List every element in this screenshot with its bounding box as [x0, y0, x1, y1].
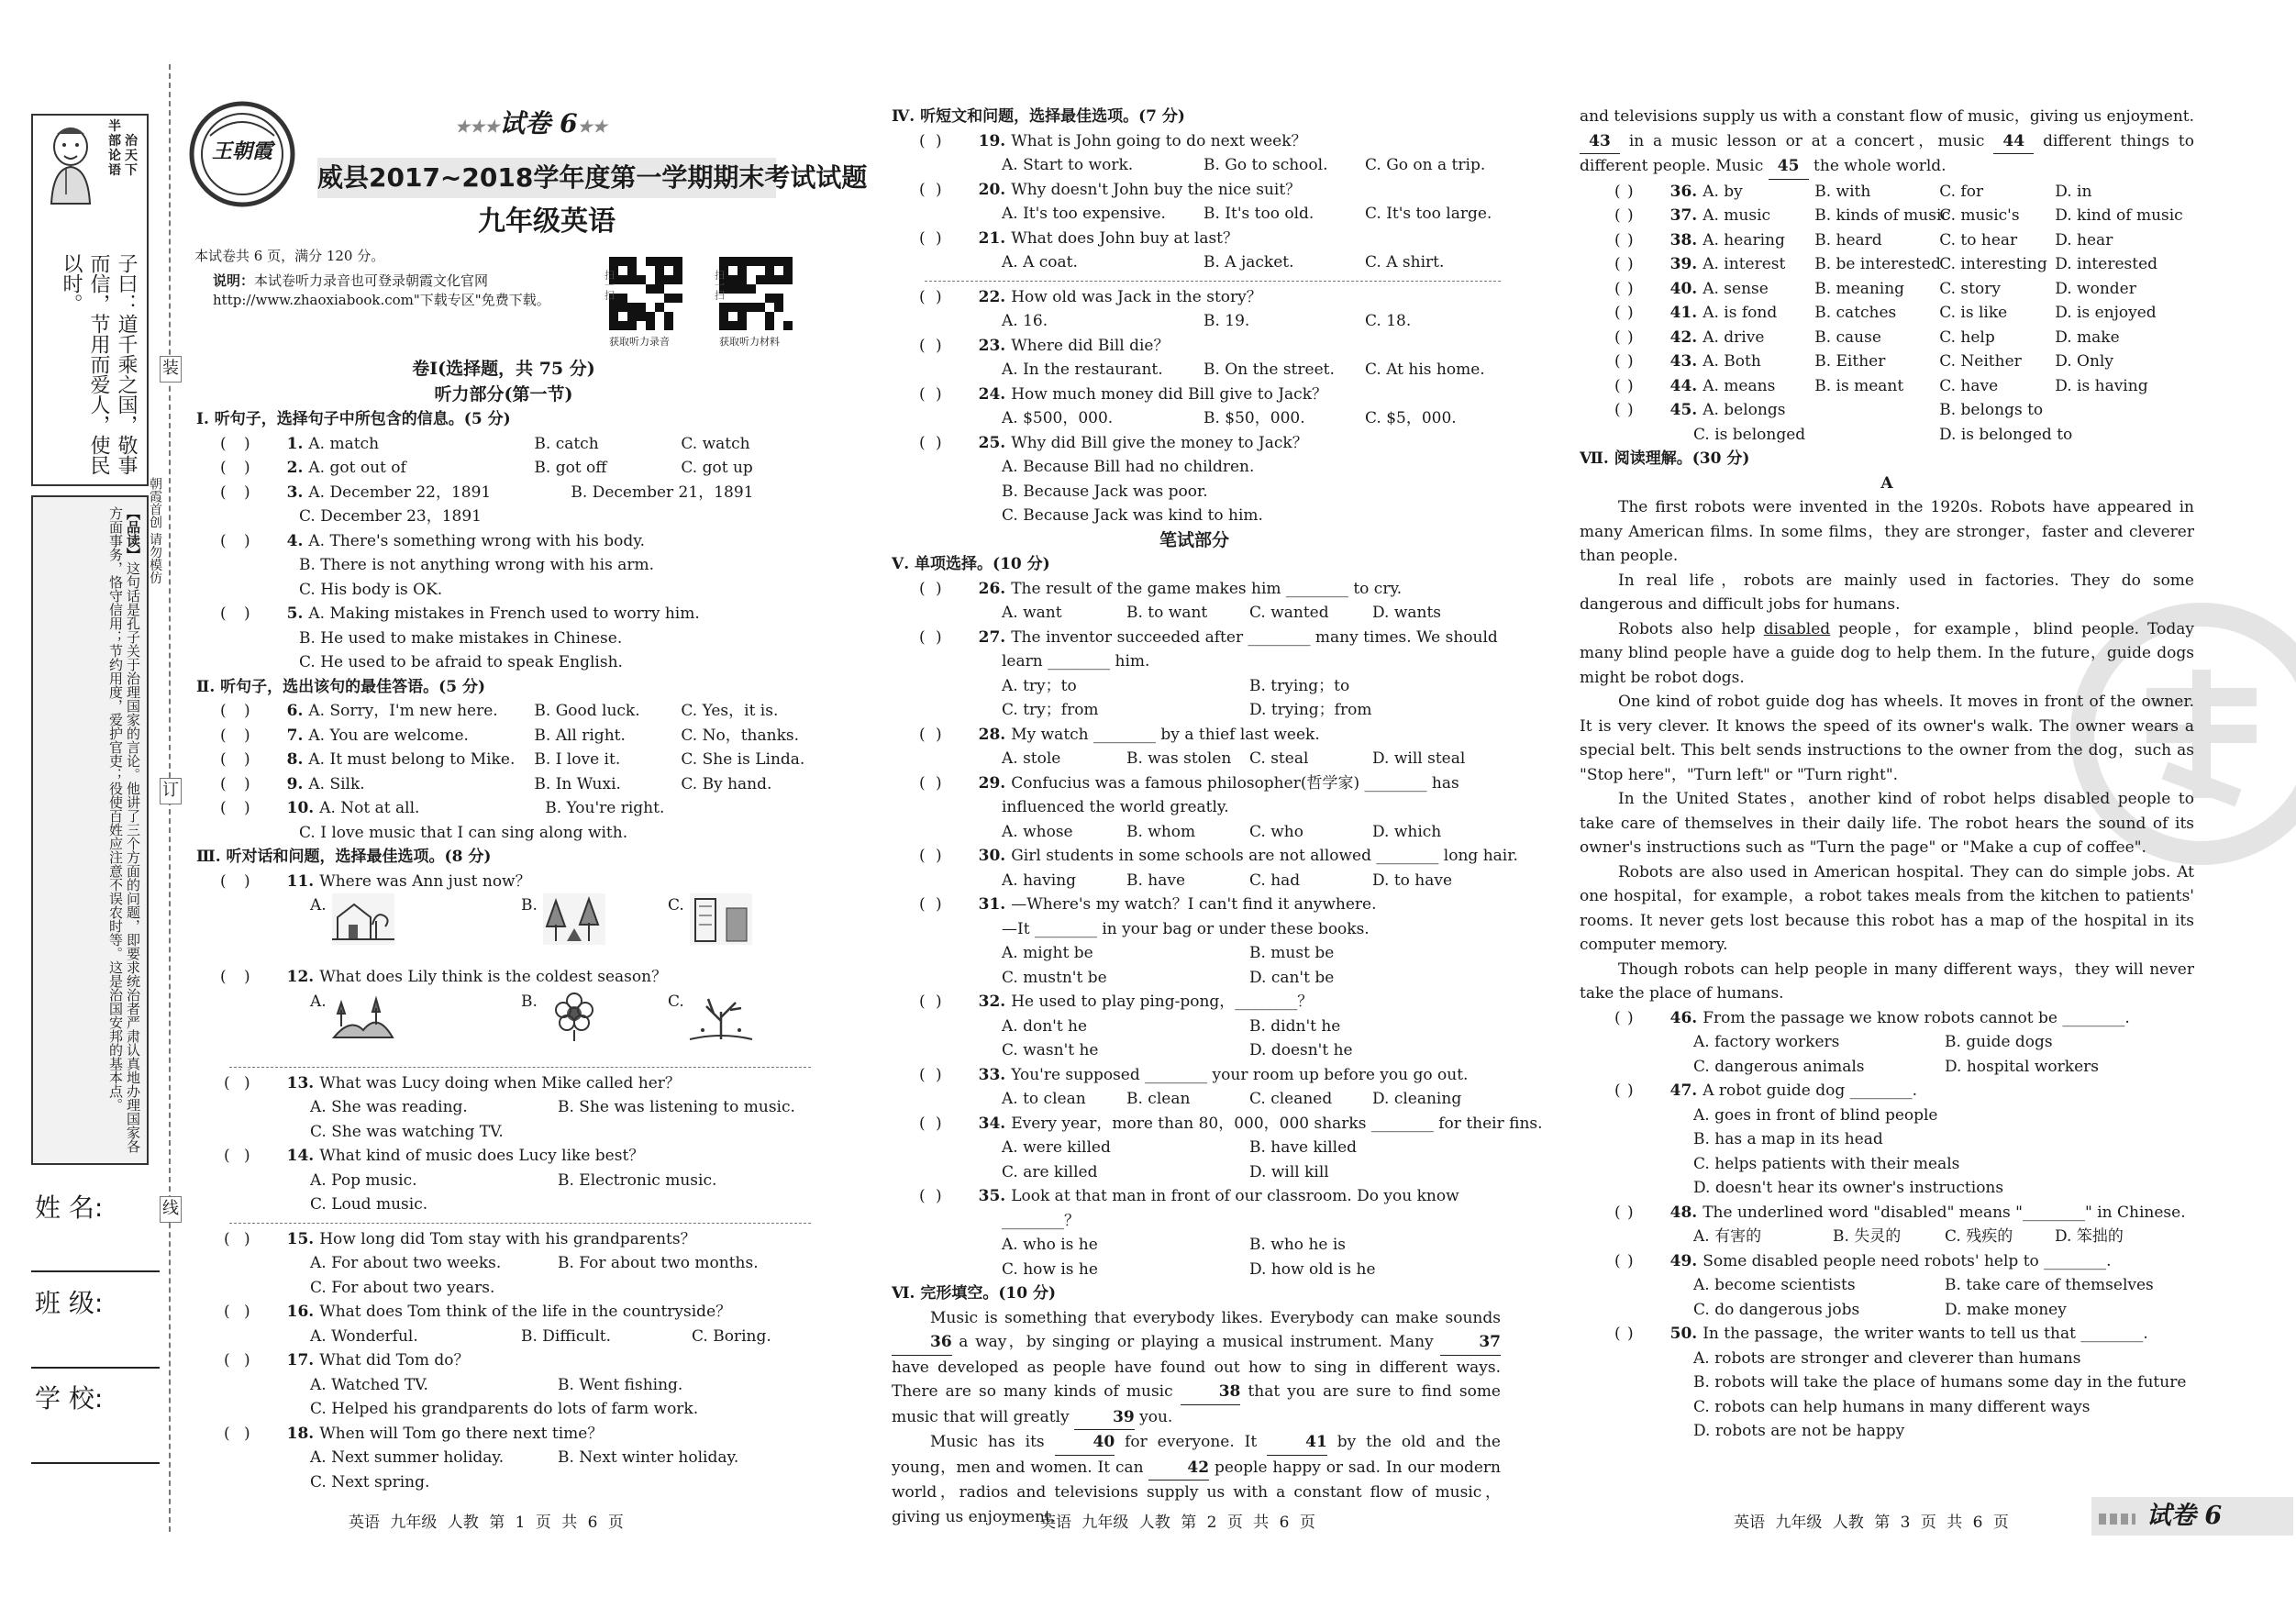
footer-page-3: 英语 九年级 人教 第 3 页 共 6 页	[1734, 1514, 2009, 1532]
section-3-title: Ⅲ. 听对话和问题，选择最佳选项。(8 分)	[196, 848, 492, 866]
section-7-title: Ⅶ. 阅读理解。(30 分)	[1580, 449, 1750, 468]
question-25-option-a: A. Because Bill had no children.	[1002, 458, 1255, 476]
passage-paragraph-1: The first robots were invented in the 1920s. Robots have appeared in many American films. In some films，they are stronger，faster and cleverer than people.	[1580, 498, 2194, 565]
question-15-option-c: C. For about two years.	[310, 1278, 495, 1297]
footer-page-1: 英语 九年级 人教 第 1 页 共 6 页	[349, 1514, 624, 1532]
question-6: ( ) 6. A. Sorry，I'm new here. B. Good luck. C. Yes，it is.	[220, 702, 779, 720]
bare-tree-picture-icon	[690, 990, 752, 1041]
question-35-options-2: C. how is he D. how old is he	[1002, 1259, 1376, 1279]
section-6-title: Ⅵ. 完形填空。(10 分)	[892, 1284, 1057, 1303]
sidebar-vertical-label: 半 部 论 语 治 天 下	[108, 119, 138, 178]
question-10-option-c: C. I love music that I can sing along with.	[299, 823, 628, 842]
question-31-options-2: C. mustn't be D. can't be	[1002, 968, 1335, 987]
paper-label: ★★★试卷 6★★	[455, 108, 607, 139]
sage-portrait-icon	[39, 121, 103, 205]
question-30: ( ) 30. Girl students in some schools are not allowed ________ long hair.	[919, 847, 1518, 865]
question-31-stem-2: —It ________ in your bag or under these books.	[1002, 919, 1370, 938]
section-5-title: Ⅴ. 单项选择。(10 分)	[892, 555, 1050, 573]
question-29-options: A. whose B. whom C. who D. which	[1002, 822, 1442, 841]
question-19-options: A. Start to work. B. Go to school. C. Go on a trip.	[1002, 156, 1486, 174]
passage-paragraph-5: In the United States，another kind of robot helps disabled people to take care of themselves in their daily life. The robot hears the sound of its owner's instructions such as "Turn the page" or "Make a cup of coffee".	[1580, 790, 2194, 857]
question-34-options-2: C. are killed D. will kill	[1002, 1162, 1329, 1181]
question-7: ( ) 7. A. You are welcome. B. All right. C. No，thanks.	[220, 726, 800, 745]
question-47-option-c: C. helps patients with their meals	[1693, 1154, 1960, 1173]
question-20: ( ) 20. Why doesn't John buy the nice suit？	[919, 180, 1302, 199]
cloze-options-39: ( ) 39. A. interest B. be interested C. interesting D. interested	[1614, 255, 2158, 273]
question-8: ( ) 8. A. It must belong to Mike. B. I love it. C. She is Linda.	[220, 750, 805, 769]
passage-paragraph-4: One kind of robot guide dog has wheels. It moves in front of the owner. It is very clever. It knows the speed of its owner's walk. The owner wears a special belt. This belt sends instructions to the owner from the dog，such as "Stop here"，"Turn left" or "Turn right".	[1580, 693, 2194, 784]
question-14-options: A. Pop music. B. Electronic music.	[310, 1170, 717, 1190]
question-16-options: A. Wonderful. B. Difficult. C. Boring.	[310, 1326, 771, 1346]
question-50-option-b: B. robots will take the place of humans some day in the future	[1693, 1373, 2187, 1392]
question-26-options: A. want B. to want C. wanted D. wants	[1002, 604, 1442, 622]
question-32-options-1: A. don't he B. didn't he	[1002, 1016, 1341, 1036]
cloze-options-40: ( ) 40. A. sense B. meaning C. story D. wonder	[1614, 279, 2136, 298]
cloze-paragraph-1: Music is something that everybody likes. Everybody can make sounds 36 a way，by singing or playing a musical instrument. Many 37 have developed as people have found out how to sing in different ways. There are so many kinds of music 38 that you are sure to find some music that will greatly 39 you.	[892, 1306, 1501, 1431]
question-47-option-a: A. goes in front of blind people	[1693, 1105, 1938, 1125]
passage-paragraph-2: In real life，robots are mainly used in factories. They do some dangerous and difficult jobs for humans.	[1580, 571, 2194, 614]
question-21-options: A. A coat. B. A jacket. C. A shirt.	[1002, 253, 1445, 272]
exam-note: 说明：本试卷听力录音也可登录朝霞文化官网http://www.zhaoxiabook.com"下载专区"免费下载。	[213, 272, 550, 308]
question-34: ( ) 34. Every year，more than 80，000，000 sharks ________ for their fins.	[919, 1114, 1543, 1133]
question-18: ( ) 18. When will Tom go there next time？	[224, 1424, 604, 1443]
question-5-option-c: C. He used to be afraid to speak English.	[299, 653, 623, 671]
passage-paragraph-6: Robots are also used in American hospital. They can do simple jobs. At one hospital，for example，a robot takes meals from the kitchen to patients' rooms. It never gets lost because this robot has a map of the hospital in its computer memory.	[1580, 862, 2194, 954]
cloze-options-43: ( ) 43. A. Both B. Either C. Neither D. Only	[1614, 352, 2113, 371]
column-3	[1580, 105, 2194, 1444]
cloze-options-45: ( ) 45. A. belongs B. belongs to	[1614, 401, 2044, 419]
pinddu-text: 【品读】这句话是孔子关于治理国家的言论。他讲了三个方面的问题，即要求统治者严肃认真地办理国家各方面事务，恪守信用；节约用度，爱护官吏；役使百姓应注意不误农时等。这是治国安邦的基本点。	[107, 506, 141, 1153]
question-23-options: A. In the restaurant. B. On the street. C. At his home.	[1002, 360, 1485, 379]
question-27-options-2: C. try；from D. trying；from	[1002, 701, 1372, 719]
question-13-options: A. She was reading. B. She was listening to music.	[310, 1098, 795, 1116]
question-15-options: A. For about two weeks. B. For about two months.	[310, 1254, 759, 1272]
question-29: ( ) 29. Confucius was a famous philosopher(哲学家) ________ has	[919, 773, 1459, 793]
question-13-option-c: C. She was watching TV.	[310, 1122, 504, 1141]
question-11: ( ) 11. Where was Ann just now？	[220, 871, 531, 891]
cloze-options-42: ( ) 42. A. drive B. cause C. help D. make	[1614, 327, 2120, 347]
question-4: ( ) 4. A. There's something wrong with his body.	[220, 531, 645, 550]
question-50: ( ) 50. In the passage，the writer wants to tell us that ________.	[1614, 1325, 2148, 1343]
question-27: ( ) 27. The inventor succeeded after ________ many times. We should	[919, 627, 1498, 647]
cloze-options-36: ( ) 36. A. by B. with C. for D. in	[1614, 182, 2092, 201]
question-28-options: A. stole B. was stolen C. steal D. will steal	[1002, 749, 1466, 768]
qr-scan-label-1: 扫一扫	[603, 270, 616, 300]
question-24: ( ) 24. How much money did Bill give to Jack？	[919, 384, 1327, 404]
exam-info: 本试卷共 6 页，满分 120 分。	[194, 248, 385, 264]
column-1	[196, 356, 811, 1494]
qr-material-label: 获取听力材料	[719, 336, 780, 348]
question-22-options: A. 16. B. 19. C. 18.	[1002, 312, 1412, 330]
question-49-options-1: A. become scientists B. take care of themselves	[1693, 1276, 2154, 1294]
question-11-options: A. B. C.	[196, 893, 811, 965]
question-34-options-1: A. were killed B. have killed	[1002, 1138, 1358, 1157]
question-20-options: A. It's too expensive. B. It's too old. C. It's too large.	[1002, 205, 1492, 223]
question-50-option-c: C. robots can help humans in many different ways	[1693, 1397, 2091, 1416]
question-33-options: A. to clean B. clean C. cleaned D. cleaning	[1002, 1090, 1462, 1108]
trees-picture-icon	[543, 893, 605, 945]
question-27-options-1: A. try；to B. trying；to	[1002, 676, 1350, 695]
margin-mark-2: 订	[160, 778, 182, 804]
question-47: ( ) 47. A robot guide dog ________.	[1614, 1081, 1918, 1100]
school-field[interactable]	[31, 1462, 160, 1464]
divider-dashed	[229, 1223, 811, 1224]
cloze-options-38: ( ) 38. A. hearing B. heard C. to hear D. hear	[1614, 230, 2113, 250]
question-17-options: A. Watched TV. B. Went fishing.	[310, 1375, 683, 1394]
cloze-paragraph-2-continued: and televisions supply us with a constant flow of music，giving us enjoyment. 43 in a music lesson or at a concert，music 44 different things to different people. Music 45 the whole world.	[1580, 105, 2194, 180]
footer-badge-label: 试卷 6	[2146, 1502, 2223, 1530]
question-1: ( ) 1. A. match B. catch C. watch	[220, 434, 750, 453]
question-16: ( ) 16. What does Tom think of the life in the countryside？	[224, 1303, 732, 1321]
margin-mark-1: 装	[160, 356, 182, 383]
house-picture-icon	[332, 893, 394, 945]
question-18-options: A. Next summer holiday. B. Next winter holiday.	[310, 1448, 739, 1467]
passage-paragraph-7: Though robots can help people in many different ways，they will never take the place of humans.	[1580, 959, 2194, 1003]
question-35-options-1: A. who is he B. who he is	[1002, 1236, 1347, 1254]
section-2-title: Ⅱ. 听句子，选出该句的最佳答语。(5 分)	[196, 677, 485, 696]
landscape-picture-icon	[332, 990, 394, 1041]
margin-mark-3: 线	[160, 1196, 182, 1223]
question-23: ( ) 23. Where did Bill die？	[919, 336, 1170, 355]
question-14: ( ) 14. What kind of music does Lucy like best？	[224, 1147, 645, 1165]
question-3-option-c: C. December 23，1891	[299, 507, 482, 526]
exam-subtitle: 九年级英语	[478, 205, 616, 238]
question-30-options: A. having B. have C. had D. to have	[1002, 871, 1453, 890]
question-2: ( ) 2. A. got out of B. got off C. got up	[220, 459, 753, 477]
question-14-option-c: C. Loud music.	[310, 1195, 428, 1214]
question-50-option-d: D. robots are not be happy	[1693, 1422, 1905, 1440]
question-48-options: A. 有害的 B. 失灵的 C. 残疾的 D. 笨拙的	[1693, 1227, 2124, 1246]
qr-audio-label: 获取听力录音	[609, 336, 670, 348]
flower-picture-icon	[543, 990, 605, 1041]
question-49: ( ) 49. Some disabled people need robots' help to ________.	[1614, 1251, 2112, 1270]
question-47-option-d: D. doesn't hear its owner's instructions	[1693, 1179, 2004, 1197]
question-5: ( ) 5. A. Making mistakes in French used to worry him.	[220, 604, 700, 623]
divider-dashed	[229, 1067, 811, 1068]
question-46: ( ) 46. From the passage we know robots cannot be ________.	[1614, 1008, 2130, 1027]
cloze-options-45-row-2: C. is belonged D. is belonged to	[1693, 425, 2073, 444]
written-title: 笔试部分	[1159, 529, 1229, 550]
question-21: ( ) 21. What does John buy at last？	[919, 228, 1239, 248]
class-field[interactable]	[31, 1367, 160, 1369]
question-3: ( ) 3. A. December 22，1891 B. December 21，1891	[220, 482, 754, 502]
cloze-options-41: ( ) 41. A. is fond B. catches C. is like D. is enjoyed	[1614, 304, 2157, 322]
question-4-option-b: B. There is not anything wrong with his arm.	[299, 556, 654, 574]
question-25: ( ) 25. Why did Bill give the money to Jack？	[919, 433, 1308, 452]
copyright-note: 朝霞首创 请勿模仿	[148, 477, 162, 584]
part1-title: 卷Ⅰ(选择题，共 75 分)	[412, 359, 595, 379]
question-47-option-b: B. has a map in its head	[1693, 1130, 1883, 1148]
question-12: ( ) 12. What does Lily think is the coldest season？	[220, 968, 668, 986]
logo-text: 王朝霞	[211, 139, 272, 163]
question-26: ( ) 26. The result of the game makes him ________ to cry.	[919, 579, 1403, 598]
exam-title: 威县2017~2018学年度第一学期期末考试试题	[317, 158, 776, 198]
footer-badge-dots-icon	[2099, 1514, 2135, 1525]
publisher-logo	[187, 99, 297, 209]
question-10: ( ) 10. A. Not at all. B. You're right.	[220, 799, 665, 817]
question-24-options: A. $500，000. B. $50，000. C. $5，000.	[1002, 409, 1457, 427]
question-22: ( ) 22. How old was Jack in the story？	[919, 287, 1262, 306]
question-35: ( ) 35. Look at that man in front of our classroom. Do you know	[919, 1187, 1459, 1205]
question-12-options: A. B. C.	[196, 990, 811, 1061]
cloze-options-37: ( ) 37. A. music B. kinds of music C. music's D. kind of music	[1614, 206, 2183, 225]
question-29-stem-2: influenced the world greatly.	[1002, 798, 1229, 816]
question-31: ( ) 31. —Where's my watch？I can't find it anywhere.	[919, 895, 1377, 914]
cloze-paragraph-2: Music has its 40 for everyone. It 41 by the old and the young，men and women. It can 42 people happy or sad. In our modern world，radios and televisions supply us with a constant flow of music，giving us enjoyment.	[892, 1430, 1501, 1479]
sidebar-pinddu-box	[31, 495, 149, 1165]
question-25-option-b: B. Because Jack was poor.	[1002, 482, 1208, 501]
section-4-title: Ⅳ. 听短文和问题，选择最佳选项。(7 分)	[892, 107, 1185, 126]
passage-label: A	[1880, 473, 1893, 493]
question-50-option-a: A. robots are stronger and cleverer than humans	[1693, 1348, 2081, 1368]
sidebar-quote-box	[31, 114, 149, 486]
footer-page-2: 英语 九年级 人教 第 2 页 共 6 页	[1040, 1514, 1315, 1532]
question-31-options-1: A. might be B. must be	[1002, 944, 1335, 962]
question-19: ( ) 19. What is John going to do next week？	[919, 131, 1307, 150]
question-46-options-2: C. dangerous animals D. hospital workers	[1693, 1057, 2099, 1076]
question-28: ( ) 28. My watch ________ by a thief last week.	[919, 725, 1320, 744]
question-32-options-2: C. wasn't he D. doesn't he	[1002, 1041, 1353, 1059]
qr-scan-label-2: 扫一扫	[713, 270, 726, 300]
listening-title: 听力部分(第一节)	[434, 384, 573, 405]
question-18-option-c: C. Next spring.	[310, 1472, 430, 1492]
question-49-options-2: C. do dangerous jobs D. make money	[1693, 1300, 2067, 1319]
cloze-options-44: ( ) 44. A. means B. is meant C. have D. is having	[1614, 376, 2148, 395]
class-label: 班 级:	[35, 1288, 104, 1318]
question-35-stem-2: ________？	[1002, 1211, 1080, 1230]
question-9: ( ) 9. A. Silk. B. In Wuxi. C. By hand.	[220, 774, 772, 793]
footer-badge	[2091, 1497, 2293, 1536]
question-25-option-c: C. Because Jack was kind to him.	[1002, 506, 1263, 525]
question-4-option-c: C. His body is OK.	[299, 580, 443, 599]
question-27-stem-2: learn ________ him.	[1002, 652, 1150, 671]
school-label: 学 校:	[35, 1383, 104, 1414]
question-13: ( ) 13. What was Lucy doing when Mike called her？	[224, 1073, 681, 1092]
question-5-option-b: B. He used to make mistakes in Chinese.	[299, 628, 623, 648]
question-33: ( ) 33. You're supposed ________ your room up before you go out.	[919, 1065, 1469, 1084]
underlined-word: disabled	[1763, 619, 1831, 638]
street-picture-icon	[690, 893, 752, 945]
question-48: ( ) 48. The underlined word "disabled" means "________" in Chinese.	[1614, 1203, 2186, 1222]
passage-paragraph-3: Robots also help disabled people，for example，blind people. Today many blind people have a guide dog to help them. In the future，guide dogs might be robot dogs.	[1580, 619, 2194, 687]
question-17-option-c: C. Helped his grandparents do lots of farm work.	[310, 1400, 699, 1418]
question-17: ( ) 17. What did Tom do？	[224, 1351, 470, 1370]
section-1-title: Ⅰ. 听句子，选择句子中所包含的信息。(5 分)	[196, 410, 511, 428]
divider-dashed	[925, 281, 1501, 282]
question-15: ( ) 15. How long did Tom stay with his grandparents？	[224, 1229, 696, 1248]
name-field[interactable]	[31, 1270, 160, 1272]
name-label: 姓 名:	[35, 1192, 104, 1223]
sidebar-quote: 子曰：道千乘之国，敬事而信，节用而爱人，使民以时。	[60, 253, 138, 475]
question-46-options-1: A. factory workers B. guide dogs	[1693, 1033, 2053, 1051]
question-32: ( ) 32. He used to play ping-pong，________？	[919, 993, 1314, 1011]
